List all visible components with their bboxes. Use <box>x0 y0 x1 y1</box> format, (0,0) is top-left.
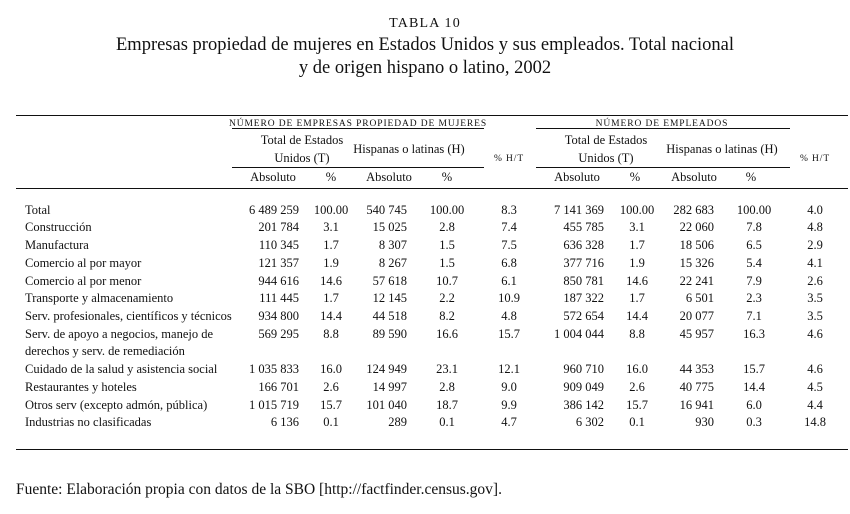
column-header-pct-2: % <box>325 170 337 184</box>
table-cell: 201 784 <box>258 220 299 234</box>
column-header-absoluto-3: Absoluto <box>366 170 412 184</box>
table-cell: 934 800 <box>258 309 299 323</box>
row-label: Cuidado de la salud y asistencia social <box>25 362 218 376</box>
table-cell: 14 997 <box>372 380 407 394</box>
table-cell: 1.9 <box>629 256 645 270</box>
table-cell: 6.1 <box>501 274 517 288</box>
table-cell: 6 501 <box>685 291 714 305</box>
table-cell: 909 049 <box>563 380 604 394</box>
table-cell: 16.3 <box>743 327 765 341</box>
table-cell: 14.8 <box>804 415 826 429</box>
table-cell: 8.2 <box>439 309 455 323</box>
table-cell: 44 353 <box>679 362 714 376</box>
table-cell: 2.3 <box>746 291 762 305</box>
table-cell: 14.4 <box>626 309 648 323</box>
table-cell: 4.6 <box>807 362 823 376</box>
table-cell: 4.5 <box>807 380 823 394</box>
table-cell: 6.8 <box>501 256 517 270</box>
table-cell: 1.7 <box>629 238 645 252</box>
column-header-absoluto-7: Absoluto <box>671 170 717 184</box>
table-cell: 636 328 <box>563 238 604 252</box>
column-header-absoluto-1: Absoluto <box>250 170 296 184</box>
table-cell: 9.9 <box>501 398 517 412</box>
table-cell: 5.4 <box>746 256 762 270</box>
subheader-pct-ht-empleados: % H/T <box>799 154 831 164</box>
table-cell: 20 077 <box>679 309 714 323</box>
table-cell: 2.6 <box>629 380 645 394</box>
table-cell: 8.8 <box>323 327 339 341</box>
table-cell: 7.4 <box>501 220 517 234</box>
table-cell: 14.4 <box>743 380 765 394</box>
table-cell: 1.5 <box>439 238 455 252</box>
group-header-empleados: NÚMERO DE EMPLEADOS <box>595 119 729 129</box>
table-cell: 15.7 <box>743 362 765 376</box>
table-cell: 569 295 <box>258 327 299 341</box>
table-cell: 15.7 <box>320 398 342 412</box>
subheader-pct-ht-empresas: % H/T <box>493 154 525 164</box>
table-cell: 16.0 <box>626 362 648 376</box>
table-cell: 3.1 <box>323 220 339 234</box>
table-cell: 386 142 <box>563 398 604 412</box>
table-cell: 930 <box>695 415 714 429</box>
table-title-line-2: y de origen hispano o latino, 2002 <box>298 58 552 78</box>
table-cell: 23.1 <box>436 362 458 376</box>
table-cell: 111 445 <box>259 291 299 305</box>
row-label: Otros serv (excepto admón, pública) <box>25 398 208 412</box>
table-cell: 7.1 <box>746 309 762 323</box>
table-title-line-1: Empresas propiedad de mujeres en Estados Unidos y sus empleados. Total nacional <box>116 35 734 55</box>
table-cell: 4.7 <box>501 415 517 429</box>
table-cell: 45 957 <box>679 327 714 341</box>
row-label: Restaurantes y hoteles <box>25 380 137 394</box>
table-cell: 4.6 <box>807 327 823 341</box>
table-cell: 0.1 <box>629 415 645 429</box>
table-cell: 3.5 <box>807 291 823 305</box>
row-label: Industrias no clasificadas <box>25 415 152 429</box>
table-cell: 1.7 <box>323 238 339 252</box>
table-cell: 7 141 369 <box>554 203 604 217</box>
table-cell: 40 775 <box>679 380 714 394</box>
table-cell: 100.00 <box>429 203 465 217</box>
table-cell: 18.7 <box>436 398 458 412</box>
subgroup-rule-empresas <box>232 167 484 168</box>
table-cell: 1 015 719 <box>249 398 299 412</box>
table-cell: 100.00 <box>619 203 655 217</box>
table-cell: 960 710 <box>563 362 604 376</box>
table-cell: 12 145 <box>372 291 407 305</box>
row-label: Total <box>25 203 51 217</box>
subheader-total-empresas-line2: Unidos (T) <box>274 151 330 165</box>
table-cell: 2.6 <box>323 380 339 394</box>
table-cell: 4.0 <box>807 203 823 217</box>
table-cell: 7.8 <box>746 220 762 234</box>
table-cell: 944 616 <box>258 274 299 288</box>
table-cell: 0.1 <box>439 415 455 429</box>
table-cell: 16.0 <box>320 362 342 376</box>
row-label: Manufactura <box>25 238 89 252</box>
table-cell: 110 345 <box>258 238 299 252</box>
table-cell: 4.4 <box>807 398 823 412</box>
row-label: Comercio al por mayor <box>25 256 142 270</box>
table-cell: 3.1 <box>629 220 645 234</box>
subheader-total-empresas: Total de Estados <box>260 133 344 147</box>
table-cell: 1 004 044 <box>554 327 604 341</box>
table-cell: 4.8 <box>807 220 823 234</box>
subheader-hispanas-empresas: Hispanas o latinas (H) <box>353 142 465 156</box>
table-cell: 14.6 <box>320 274 342 288</box>
table-label: TABLA 10 <box>389 16 461 31</box>
table-cell: 101 040 <box>366 398 407 412</box>
table-cell: 15 025 <box>372 220 407 234</box>
table-cell: 2.2 <box>439 291 455 305</box>
table-cell: 15.7 <box>626 398 648 412</box>
table-cell: 1.7 <box>629 291 645 305</box>
table-cell: 8.8 <box>629 327 645 341</box>
column-header-pct-4: % <box>441 170 453 184</box>
table-cell: 16.6 <box>436 327 458 341</box>
table-cell: 4.8 <box>501 309 517 323</box>
table-cell: 14.6 <box>626 274 648 288</box>
table-cell: 10.9 <box>498 291 520 305</box>
table-cell: 540 745 <box>366 203 407 217</box>
table-cell: 7.9 <box>746 274 762 288</box>
table-cell: 18 506 <box>679 238 714 252</box>
table-cell: 8.3 <box>501 203 517 217</box>
table-cell: 57 618 <box>372 274 407 288</box>
table-cell: 187 322 <box>563 291 604 305</box>
table-cell: 12.1 <box>498 362 520 376</box>
column-header-absoluto-5: Absoluto <box>554 170 600 184</box>
table-cell: 124 949 <box>366 362 407 376</box>
table-cell: 166 701 <box>258 380 299 394</box>
table-cell: 6 302 <box>575 415 604 429</box>
table-cell: 289 <box>388 415 407 429</box>
table-cell: 14.4 <box>320 309 342 323</box>
table-cell: 572 654 <box>563 309 604 323</box>
table-cell: 6 136 <box>270 415 299 429</box>
table-cell: 0.1 <box>323 415 339 429</box>
table-cell: 100.00 <box>736 203 772 217</box>
table-cell: 455 785 <box>563 220 604 234</box>
row-label: Serv. de apoyo a negocios, manejo de <box>25 327 214 341</box>
table-cell: 2.6 <box>807 274 823 288</box>
table-cell: 89 590 <box>372 327 407 341</box>
table-cell: 2.9 <box>807 238 823 252</box>
column-header-pct-8: % <box>745 170 757 184</box>
table-cell: 2.8 <box>439 220 455 234</box>
table-cell: 10.7 <box>436 274 458 288</box>
table-bottom-rule <box>16 449 848 450</box>
table-cell: 282 683 <box>673 203 714 217</box>
column-header-pct-6: % <box>629 170 641 184</box>
table-cell: 2.8 <box>439 380 455 394</box>
row-label: derechos y serv. de remediación <box>25 344 185 358</box>
table-cell: 1.9 <box>323 256 339 270</box>
header-bottom-rule <box>16 188 848 189</box>
table-cell: 121 357 <box>258 256 299 270</box>
table-cell: 8 307 <box>378 238 407 252</box>
row-label: Comercio al por menor <box>25 274 142 288</box>
table-cell: 4.1 <box>807 256 823 270</box>
table-cell: 44 518 <box>372 309 407 323</box>
subgroup-rule-empleados <box>536 167 790 168</box>
table-cell: 1.7 <box>323 291 339 305</box>
table-cell: 22 241 <box>679 274 714 288</box>
table-cell: 1 035 833 <box>249 362 299 376</box>
source-footnote: Fuente: Elaboración propia con datos de la SBO [http://factfinder.census.gov]. <box>16 481 502 498</box>
row-label: Transporte y almacenamiento <box>25 291 174 305</box>
table-cell: 7.5 <box>501 238 517 252</box>
table-cell: 377 716 <box>563 256 604 270</box>
table-cell: 22 060 <box>679 220 714 234</box>
table-cell: 16 941 <box>679 398 714 412</box>
table-cell: 1.5 <box>439 256 455 270</box>
table-cell: 15.7 <box>498 327 520 341</box>
subheader-total-empleados: Total de Estados <box>564 133 648 147</box>
group-header-empresas: NÚMERO DE EMPRESAS PROPIEDAD DE MUJERES <box>228 119 488 129</box>
table-cell: 100.00 <box>313 203 349 217</box>
subheader-total-empleados-line2: Unidos (T) <box>578 151 634 165</box>
row-label: Construcción <box>25 220 92 234</box>
table-cell: 6.5 <box>746 238 762 252</box>
table-cell: 9.0 <box>501 380 517 394</box>
table-cell: 6.0 <box>746 398 762 412</box>
table-cell: 6 489 259 <box>249 203 299 217</box>
table-cell: 8 267 <box>378 256 407 270</box>
subheader-hispanas-empleados: Hispanas o latinas (H) <box>666 142 778 156</box>
row-label: Serv. profesionales, científicos y técnicos <box>25 309 232 323</box>
table-cell: 15 326 <box>679 256 714 270</box>
table-cell: 0.3 <box>746 415 762 429</box>
table-cell: 850 781 <box>563 274 604 288</box>
table-cell: 3.5 <box>807 309 823 323</box>
